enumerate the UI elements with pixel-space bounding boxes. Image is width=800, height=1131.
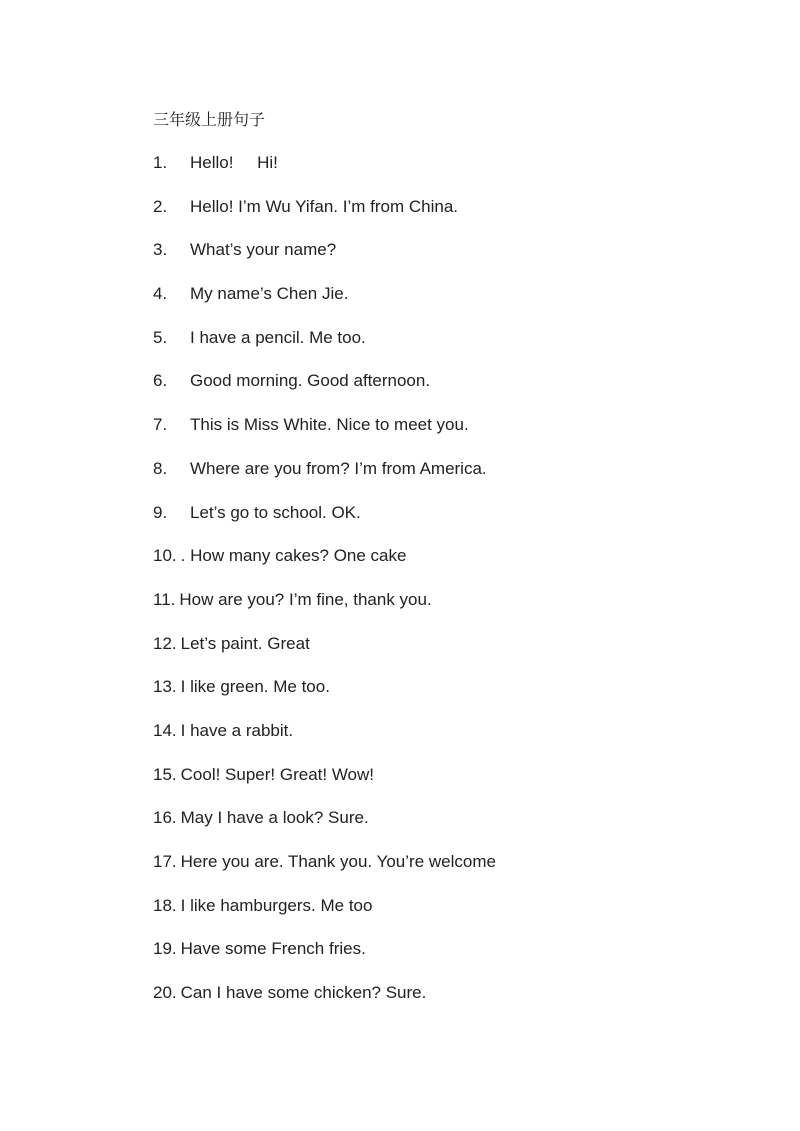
sentence-item <box>153 239 496 283</box>
sentence-number: 15. <box>153 764 177 784</box>
sentence-item <box>153 196 496 240</box>
sentence-item <box>153 938 496 982</box>
sentence-text: May I have a look? Sure. <box>180 808 369 828</box>
sentence-text: Can I have some chicken? Sure. <box>180 983 427 1003</box>
sentence-list <box>153 152 496 1026</box>
sentence-number: 16. <box>153 808 177 828</box>
sentence-item <box>153 633 496 677</box>
sentence-item <box>153 676 496 720</box>
sentence-number: 19. <box>153 939 177 959</box>
sentence-item <box>153 895 496 939</box>
sentence-item <box>153 851 496 895</box>
sentence-text: Cool! Super! Great! Wow! <box>180 764 375 784</box>
sentence-number: 8. <box>153 458 168 478</box>
sentence-text: I have a rabbit. <box>180 720 294 740</box>
sentence-item <box>153 370 496 414</box>
sentence-item <box>153 982 496 1026</box>
sentence-text: Good morning. Good afternoon. <box>190 371 431 391</box>
sentence-number: 14. <box>153 720 177 740</box>
sentence-item <box>153 545 496 589</box>
sentence-item <box>153 502 496 546</box>
sentence-item <box>153 152 496 196</box>
sentence-number: 3. <box>153 240 168 260</box>
sentence-item <box>153 458 496 502</box>
sentence-item <box>153 589 496 633</box>
sentence-number: 4. <box>153 284 168 304</box>
document-title: 三年级上册句子 <box>153 110 266 129</box>
sentence-number: 12. <box>153 633 177 653</box>
sentence-text: Have some French fries. <box>180 939 366 959</box>
sentence-text: Hello! Hi! <box>190 153 278 172</box>
sentence-text: My name’s Chen Jie. <box>190 284 349 304</box>
sentence-text: I have a pencil. Me too. <box>190 327 366 347</box>
sentence-item <box>153 807 496 851</box>
sentence-text: This is Miss White. Nice to meet you. <box>190 415 469 435</box>
sentence-item <box>153 414 496 458</box>
sentence-text: Here you are. Thank you. You’re welcome <box>180 852 496 871</box>
sentence-text: I like green. Me too. <box>180 677 330 697</box>
sentence-number: 9. <box>153 502 168 522</box>
sentence-number: 17. <box>153 852 177 871</box>
sentence-text: . How many cakes? One cake <box>180 546 407 566</box>
sentence-number: 11. <box>153 589 176 609</box>
sentence-text: What’s your name? <box>190 240 337 260</box>
sentence-number: 18. <box>153 895 177 915</box>
sentence-text: Let’s go to school. OK. <box>190 502 361 522</box>
sentence-text: Let’s paint. Great <box>180 633 310 653</box>
sentence-text: How are you? I’m fine, thank you. <box>179 589 432 609</box>
sentence-number: 7. <box>153 415 168 435</box>
sentence-text: Hello! I’m Wu Yifan. I’m from China. <box>190 196 458 216</box>
sentence-number: 6. <box>153 371 168 391</box>
sentence-item <box>153 720 496 764</box>
sentence-item <box>153 764 496 808</box>
sentence-number: 2. <box>153 196 168 216</box>
sentence-number: 10. <box>153 546 177 566</box>
sentence-number: 5. <box>153 327 168 347</box>
sentence-number: 13. <box>153 677 177 697</box>
sentence-item <box>153 327 496 371</box>
sentence-number: 1. <box>153 153 168 172</box>
sentence-item <box>153 283 496 327</box>
sentence-number: 20. <box>153 983 177 1003</box>
sentence-text: I like hamburgers. Me too <box>180 895 373 915</box>
sentence-text: Where are you from? I’m from America. <box>190 458 487 478</box>
